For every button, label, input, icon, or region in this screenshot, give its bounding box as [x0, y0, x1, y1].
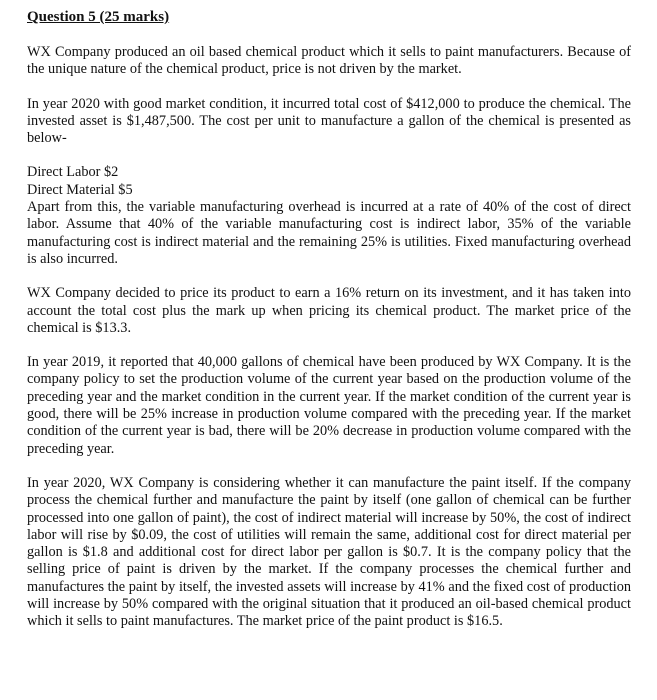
direct-labor-line: Direct Labor $2 — [27, 164, 119, 181]
overhead-paragraph: Apart from this, the variable manufacturing overhead is incurred at a rate of 40% of the cost of direct labor. Assume that 40% of the variable manufacturing cost is indirect labor, 35% of the variable manufacturing cost is indirect material and the remaining 25% is utilities. Fixed manufacturing overhead is also incurred. — [27, 199, 631, 267]
paragraph-gap — [27, 79, 631, 96]
intro-paragraph: WX Company produced an oil based chemical product which it sells to paint manufacturers. Because of the unique nature of the chemical product, price is not driven by the market. — [27, 44, 631, 78]
cost-paragraph: In year 2020 with good market condition, it incurred total cost of $412,000 to produce the chemical. The invested asset is $1,487,500. The cost per unit to manufacture a gallon of the chemical is presented as below- — [27, 95, 631, 147]
unit-cost-list — [27, 164, 631, 199]
paragraph-gap — [27, 268, 631, 285]
production-paragraph: In year 2019, it reported that 40,000 gallons of chemical have been produced by WX Company. It is the company policy to set the production volume of the current year based on the production volume of the preceding year and the market condition in the current year. If the market condition of the current year is good, there will be 25% increase in production volume compared with the preceding year. If the market condition of the current year is bad, there will be 20% decrease in production volume compared with the preceding year. — [27, 354, 631, 457]
pricing-paragraph: WX Company decided to price its product to earn a 16% return on its investment, and it has taken into account the total cost plus the mark up when pricing its chemical product. The market price of the chemical is $13.3. — [27, 285, 631, 336]
paragraph-gap — [27, 147, 631, 164]
paragraph-gap — [27, 458, 631, 475]
direct-material-line: Direct Material $5 — [27, 181, 133, 198]
further-processing-paragraph: In year 2020, WX Company is considering whether it can manufacture the paint itself. If the company process the chemical further and manufacture the paint by itself (one gallon of chemical can be further processed into one gallon of paint), the cost of indirect material will increase by 50%, the cost of indirect labor will rise by $0.09, the cost of utilities will remain the same, additional cost for direct material per gallon is $1.8 and additional cost for direct labor per gallon is $0.7. It is the company policy that the selling price of paint is driven by the market. If the company processes the chemical further and manufactures the paint by itself, the invested assets will increase by 41% and the fixed cost of production will increase by 50% compared with the original situation that it produced an oil-based chemical product which it sells to paint manufactures. The market price of the paint product is $16.5. — [27, 474, 631, 630]
paragraph-gap — [27, 337, 631, 354]
question-title: Question 5 (25 marks) — [27, 9, 170, 25]
